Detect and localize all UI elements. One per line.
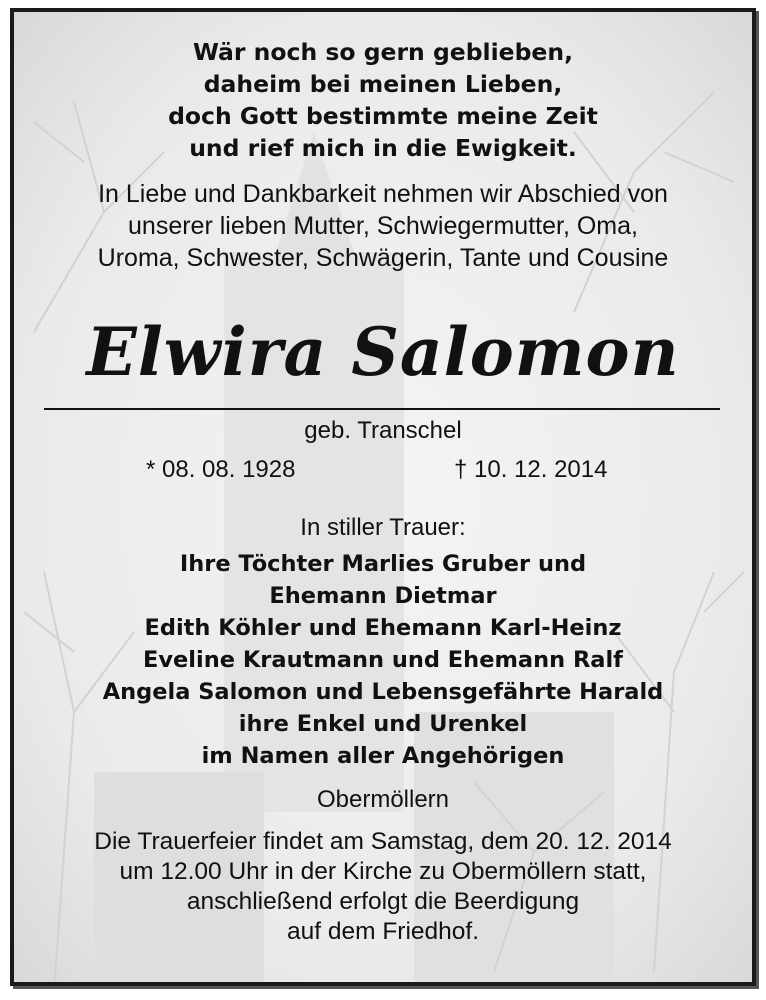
mourner-line: Angela Salomon und Lebensgefährte Harald	[102, 679, 664, 705]
mourner-line: ihre Enkel und Urenkel	[238, 711, 528, 737]
intro-line: Uroma, Schwester, Schwägerin, Tante und Cousine	[97, 244, 669, 272]
verse-line: daheim bei meinen Lieben,	[203, 70, 563, 98]
birth-name: geb. Transchel	[304, 417, 462, 444]
funeral-line: um 12.00 Uhr in der Kirche zu Obermöllern statt,	[119, 858, 647, 885]
memorial-verse	[14, 36, 752, 164]
mourner-line: Eveline Krautmann und Ehemann Ralf	[143, 647, 623, 673]
funeral-line: auf dem Friedhof.	[286, 918, 480, 945]
mourner-line: Ehemann Dietmar	[269, 583, 497, 609]
place-name: Obermöllern	[316, 786, 450, 813]
mourner-line: im Namen aller Angehörigen	[201, 743, 565, 769]
deceased-name: Elwira Salomon	[86, 313, 680, 391]
intro-line: unserer lieben Mutter, Schwiegermutter, Oma,	[128, 212, 638, 240]
mourning-heading: In stiller Trauer:	[300, 514, 466, 541]
mourner-line: Edith Köhler und Ehemann Karl-Heinz	[144, 615, 622, 641]
funeral-line: anschließend erfolgt die Beerdigung	[186, 888, 580, 915]
farewell-intro	[14, 178, 752, 274]
funeral-notice	[14, 827, 752, 947]
obituary-content	[14, 12, 752, 982]
mourners-list	[14, 548, 752, 772]
funeral-line: Die Trauerfeier findet am Samstag, dem 20. 12. 2014	[94, 828, 672, 855]
verse-line: doch Gott bestimmte meine Zeit	[168, 102, 598, 130]
death-date: † 10. 12. 2014	[454, 456, 608, 483]
verse-line: Wär noch so gern geblieben,	[192, 38, 574, 66]
birth-date: * 08. 08. 1928	[146, 456, 296, 483]
verse-line: und rief mich in die Ewigkeit.	[189, 134, 577, 162]
name-divider	[44, 408, 720, 410]
mourner-line: Ihre Töchter Marlies Gruber und	[179, 551, 587, 577]
intro-line: In Liebe und Dankbarkeit nehmen wir Abschied von	[98, 180, 668, 208]
obituary-frame	[10, 8, 756, 986]
